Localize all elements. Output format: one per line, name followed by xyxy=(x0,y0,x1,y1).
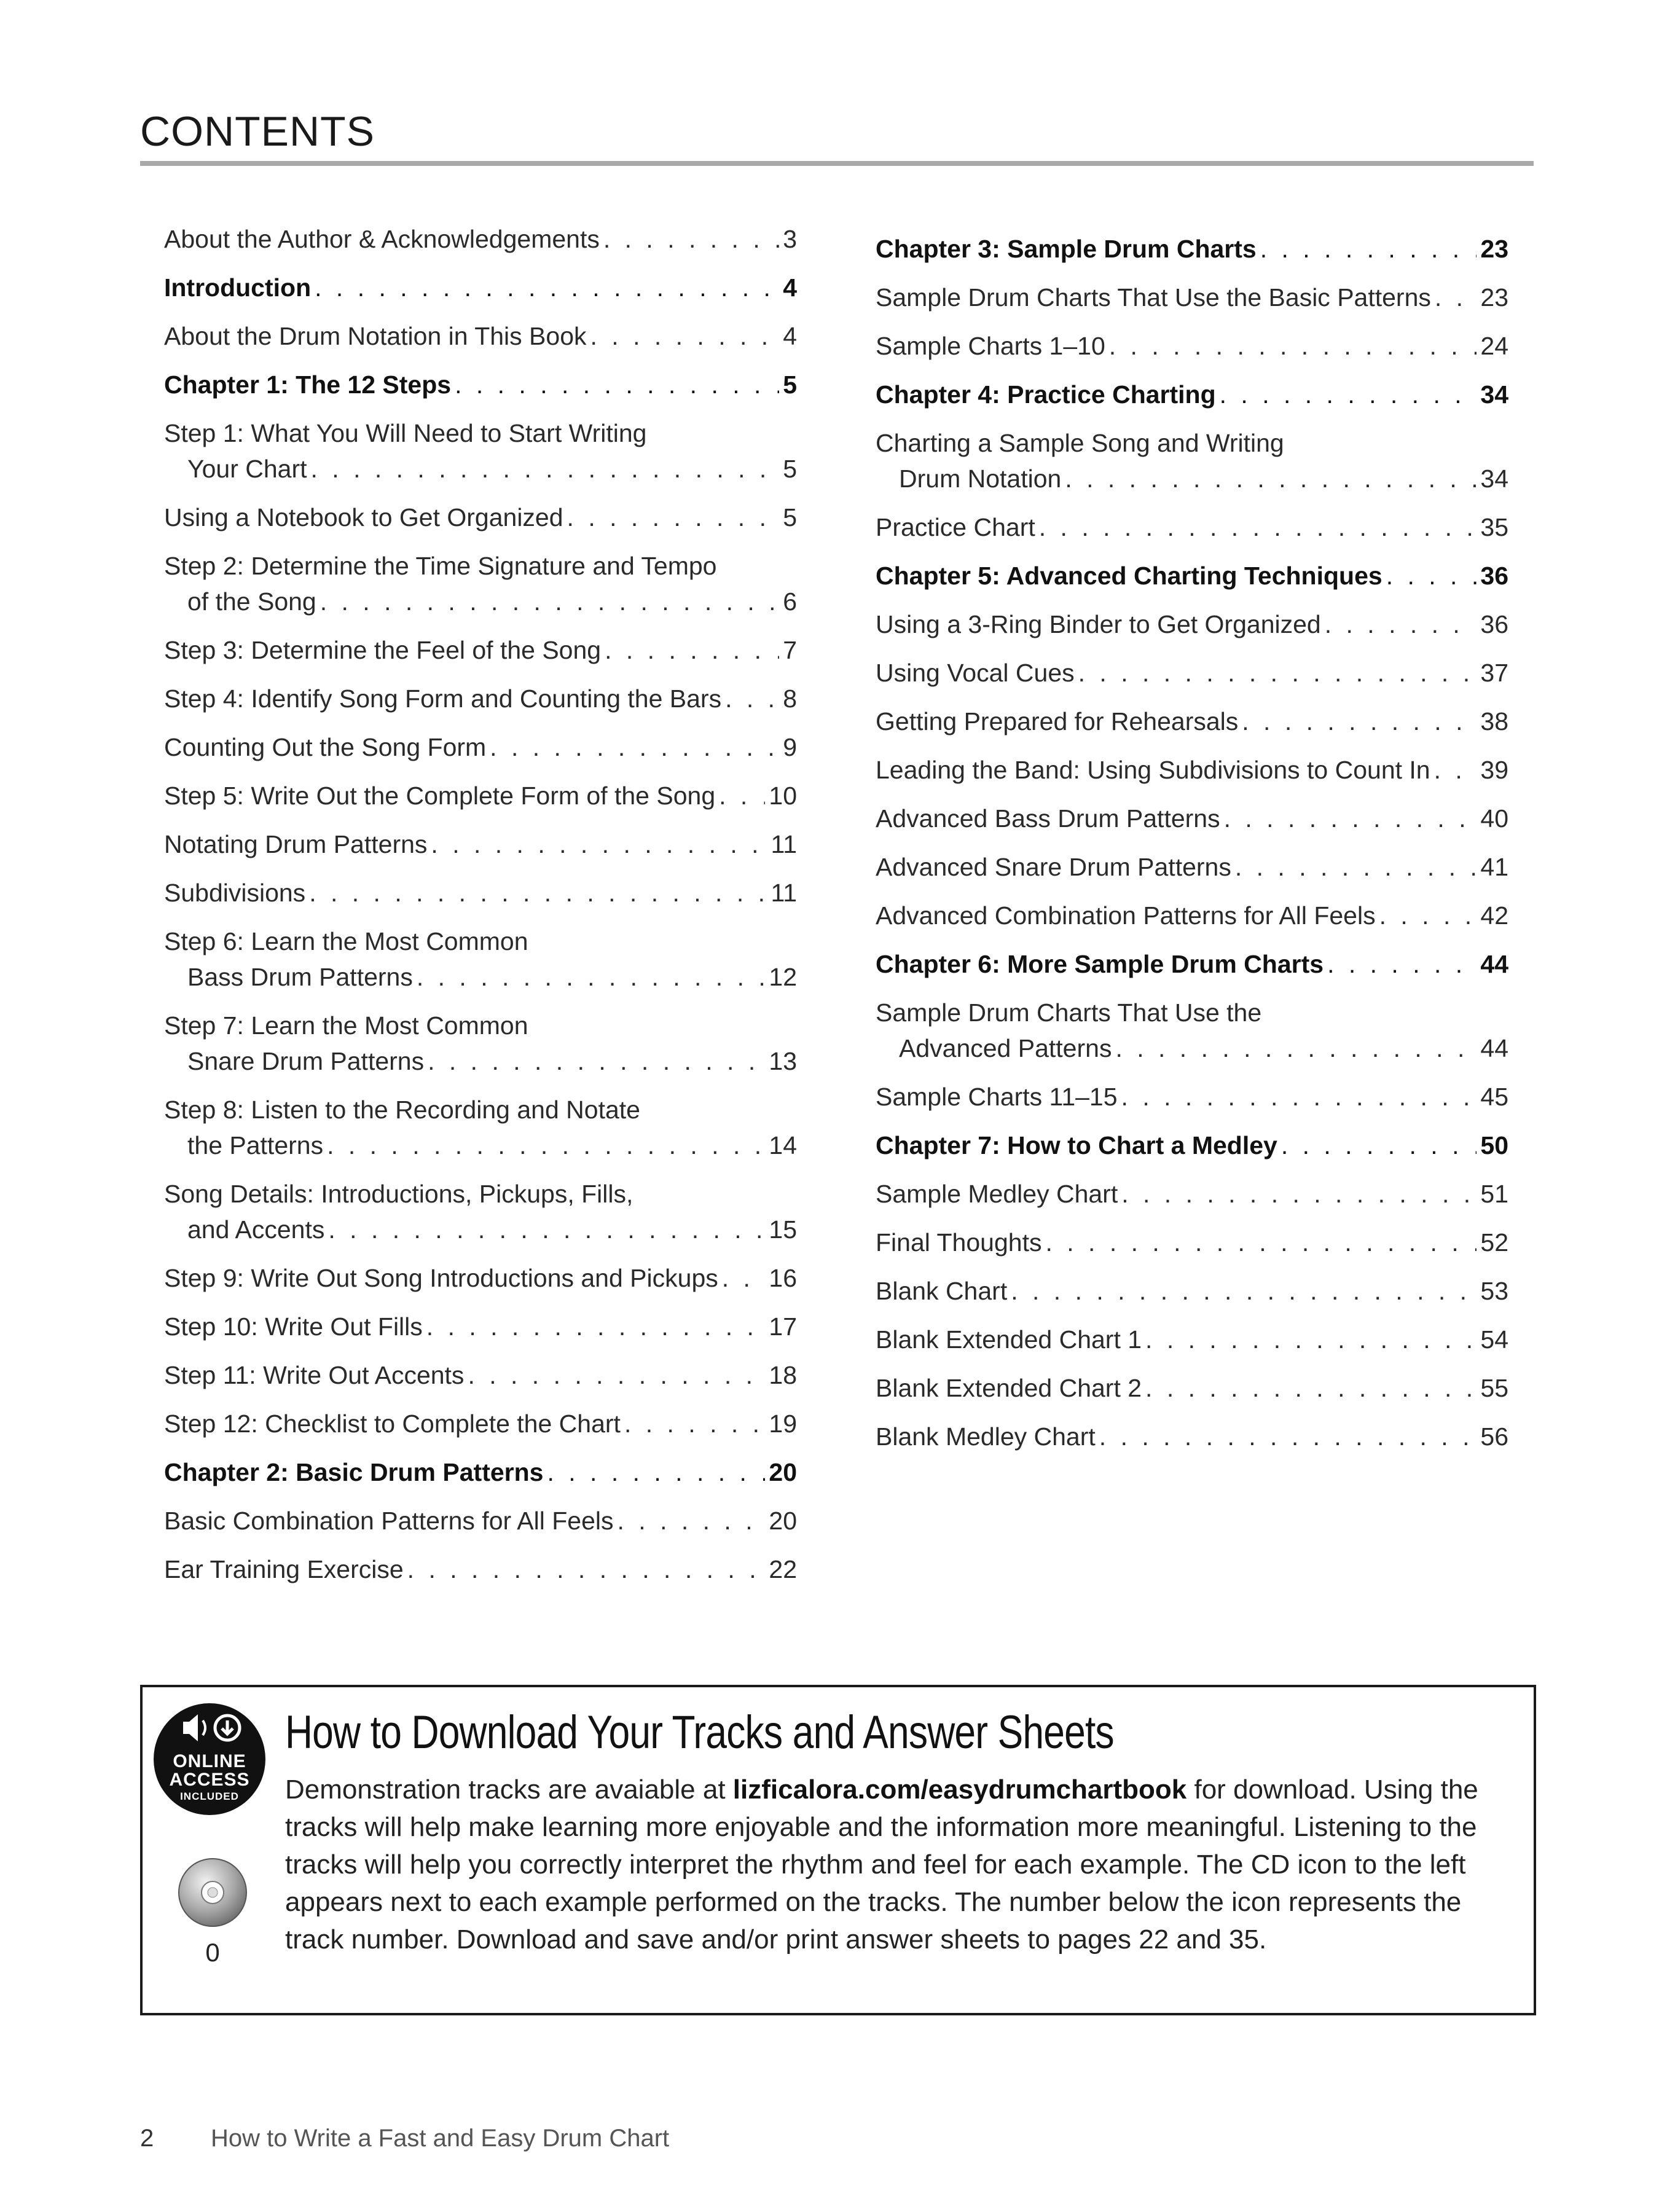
dot-leader xyxy=(311,451,780,487)
toc-entry-title: Using Vocal Cues xyxy=(876,659,1075,687)
toc-entry-title: Step 1: What You Will Need to Start Writing xyxy=(164,419,647,447)
toc-page-number: 53 xyxy=(1480,1277,1508,1305)
toc-entry xyxy=(876,425,1508,496)
toc-page-number: 52 xyxy=(1480,1228,1508,1257)
page-number: 2 xyxy=(140,2125,154,2152)
dot-leader xyxy=(468,1357,765,1393)
toc-entry-title: Step 4: Identify Song Form and Counting the Bars xyxy=(164,684,722,713)
toc-page-number: 5 xyxy=(783,371,797,399)
toc-page-number: 19 xyxy=(769,1410,797,1438)
toc-entry-title: Step 12: Checklist to Complete the Chart xyxy=(164,1410,621,1438)
toc-right-column xyxy=(876,221,1508,1467)
toc-entry-title: Chapter 6: More Sample Drum Charts xyxy=(876,950,1324,978)
badge-text-online: ONLINE xyxy=(173,1751,246,1771)
dot-leader xyxy=(1379,898,1477,933)
dot-leader xyxy=(327,1128,765,1163)
toc-entry xyxy=(876,704,1508,739)
dot-leader xyxy=(1325,606,1477,642)
dot-leader xyxy=(1434,752,1477,788)
download-text-after-link: for download. Using the tracks will help make learning more enjoyable and the information more meaningful. Listening to the tracks will help you correctly interpret the rhythm and feel for each example. The CD icon to the left appears next to each example performed on the tracks. The number below the icon represents the track number. Download and save and/or print answer sheets to pages 22 and 35. xyxy=(285,1775,1478,1955)
toc-entry xyxy=(164,221,797,257)
dot-leader xyxy=(1011,1273,1477,1309)
dot-leader xyxy=(490,729,779,765)
toc-entry-title: Counting Out the Song Form xyxy=(164,733,487,761)
toc-page-number: 7 xyxy=(783,636,797,664)
toc-entry-title: Sample Medley Chart xyxy=(876,1180,1118,1208)
toc-page-number: 10 xyxy=(769,782,797,810)
toc-entry-title: Chapter 7: How to Chart a Medley xyxy=(876,1131,1277,1159)
toc-chapter-entry xyxy=(876,946,1508,982)
toc-entry-title: Sample Charts 11–15 xyxy=(876,1083,1118,1111)
dot-leader xyxy=(431,826,767,862)
dot-leader xyxy=(1435,280,1477,315)
toc-page-number: 11 xyxy=(771,830,797,858)
dot-leader xyxy=(1260,231,1477,267)
toc-entry-title: Step 5: Write Out the Complete Form of the Song xyxy=(164,782,716,810)
toc-page-number: 55 xyxy=(1480,1374,1508,1402)
toc-entry-title: Notating Drum Patterns xyxy=(164,830,428,858)
toc-page-number: 36 xyxy=(1480,610,1508,638)
online-access-badge-icon xyxy=(154,1703,265,1815)
toc-entry-title-continued: and Accents xyxy=(187,1215,325,1244)
toc-entry xyxy=(164,875,797,911)
dot-leader xyxy=(1220,377,1477,412)
toc-page-number: 38 xyxy=(1480,707,1508,735)
toc-entry xyxy=(164,500,797,535)
toc-entry-title: Leading the Band: Using Subdivisions to Count In xyxy=(876,756,1430,784)
dot-leader xyxy=(1065,461,1477,496)
toc-entry xyxy=(164,415,797,487)
toc-entry xyxy=(164,1406,797,1441)
toc-entry-title: Sample Drum Charts That Use the Basic Patterns xyxy=(876,283,1431,312)
toc-entry-title: Introduction xyxy=(164,273,312,302)
toc-entry-title-continued: of the Song xyxy=(187,587,316,616)
toc-entry xyxy=(164,826,797,862)
toc-entry-title: Chapter 4: Practice Charting xyxy=(876,380,1216,409)
toc-entry-title: Step 9: Write Out Song Introductions and Pickups xyxy=(164,1264,718,1292)
toc-entry xyxy=(164,1260,797,1296)
dot-leader xyxy=(1121,1176,1477,1212)
toc-page-number: 4 xyxy=(783,273,797,302)
toc-page-number: 5 xyxy=(783,503,797,531)
toc-page-number: 13 xyxy=(769,1047,797,1075)
toc-page-number: 54 xyxy=(1480,1325,1508,1354)
toc-entry xyxy=(164,681,797,716)
toc-entry-title: Chapter 3: Sample Drum Charts xyxy=(876,235,1257,263)
toc-entry xyxy=(876,1273,1508,1309)
toc-entry-title: Step 3: Determine the Feel of the Song xyxy=(164,636,602,664)
dot-leader xyxy=(603,221,779,257)
download-box-text xyxy=(285,1771,1489,1958)
toc-page-number: 8 xyxy=(783,684,797,713)
toc-page-number: 6 xyxy=(783,587,797,616)
toc-page-number: 18 xyxy=(769,1361,797,1389)
dot-leader xyxy=(455,367,779,402)
toc-page-number: 42 xyxy=(1480,901,1508,930)
toc-page-number: 41 xyxy=(1480,853,1508,881)
toc-entry xyxy=(876,1079,1508,1115)
dot-leader xyxy=(328,1212,765,1247)
dot-leader xyxy=(725,681,779,716)
toc-entry-title: Chapter 2: Basic Drum Patterns xyxy=(164,1458,544,1486)
toc-entry xyxy=(876,995,1508,1066)
toc-entry-title: About the Author & Acknowledgements xyxy=(164,225,600,253)
toc-entry xyxy=(876,280,1508,315)
dot-leader xyxy=(1386,558,1477,594)
dot-leader xyxy=(1145,1322,1477,1357)
toc-entry-title: Charting a Sample Song and Writing xyxy=(876,429,1284,457)
toc-chapter-entry xyxy=(164,1454,797,1490)
dot-leader xyxy=(590,318,780,354)
dot-leader xyxy=(315,270,779,305)
download-box-title: How to Download Your Tracks and Answer Sheets xyxy=(285,1706,1114,1759)
toc-entry-title: Step 2: Determine the Time Signature and Tempo xyxy=(164,552,717,580)
toc-entry-title: Step 11: Write Out Accents xyxy=(164,1361,465,1389)
toc-page-number: 45 xyxy=(1480,1083,1508,1111)
dot-leader xyxy=(719,778,765,814)
toc-entry-title: Getting Prepared for Rehearsals xyxy=(876,707,1239,735)
toc-entry-title: Ear Training Exercise xyxy=(164,1555,404,1583)
footer-book-title: How to Write a Fast and Easy Drum Chart xyxy=(211,2125,670,2152)
toc-page-number: 22 xyxy=(769,1555,797,1583)
toc-page-number: 15 xyxy=(769,1215,797,1244)
dot-leader xyxy=(567,500,780,535)
toc-entry xyxy=(164,1503,797,1539)
dot-leader xyxy=(1235,849,1477,885)
toc-page-number: 37 xyxy=(1480,659,1508,687)
toc-entry xyxy=(876,752,1508,788)
toc-entry-title: Basic Combination Patterns for All Feels xyxy=(164,1507,614,1535)
toc-page-number: 17 xyxy=(769,1312,797,1341)
toc-entry-title: Sample Drum Charts That Use the xyxy=(876,998,1262,1027)
cd-icon xyxy=(177,1857,248,1928)
toc-entry xyxy=(876,849,1508,885)
toc-page-number: 20 xyxy=(769,1458,797,1486)
toc-entry xyxy=(164,729,797,765)
toc-entry-title: Chapter 5: Advanced Charting Techniques xyxy=(876,562,1382,590)
toc-entry-title-continued: Advanced Patterns xyxy=(899,1034,1112,1062)
dot-leader xyxy=(1242,704,1477,739)
toc-page-number: 56 xyxy=(1480,1422,1508,1451)
toc-page-number: 36 xyxy=(1480,562,1508,590)
dot-leader xyxy=(320,584,779,619)
toc-entry-title-continued: Snare Drum Patterns xyxy=(187,1047,425,1075)
toc-entry-title: Using a Notebook to Get Organized xyxy=(164,503,563,531)
dot-leader xyxy=(1039,509,1477,545)
toc-page-number: 12 xyxy=(769,963,797,991)
toc-entry xyxy=(164,1551,797,1587)
download-info-box xyxy=(140,1685,1536,2015)
toc-entry xyxy=(164,318,797,354)
toc-page-number: 9 xyxy=(783,733,797,761)
toc-entry xyxy=(876,1370,1508,1406)
toc-page-number: 44 xyxy=(1480,1034,1508,1062)
title-rule xyxy=(140,161,1534,166)
dot-leader xyxy=(417,959,766,995)
page-title: CONTENTS xyxy=(140,108,375,155)
toc-entry-title: Step 10: Write Out Fills xyxy=(164,1312,423,1341)
dot-leader xyxy=(1145,1370,1477,1406)
toc-chapter-entry xyxy=(876,1128,1508,1163)
dot-leader xyxy=(428,1043,765,1079)
page-footer xyxy=(140,2125,669,2152)
dot-leader xyxy=(618,1503,766,1539)
toc-page-number: 34 xyxy=(1480,465,1508,493)
toc-entry-title: Step 7: Learn the Most Common xyxy=(164,1011,528,1040)
toc-entry xyxy=(164,1357,797,1393)
toc-entry xyxy=(876,328,1508,364)
toc-page-number: 35 xyxy=(1480,513,1508,541)
toc-chapter-entry xyxy=(876,377,1508,412)
dot-leader xyxy=(605,632,779,668)
toc-entry-title: Subdivisions xyxy=(164,879,306,907)
toc-entry-title: About the Drum Notation in This Book xyxy=(164,322,587,350)
toc-entry-title: Advanced Snare Drum Patterns xyxy=(876,853,1231,881)
dot-leader xyxy=(1224,801,1477,836)
toc-entry-title: Step 8: Listen to the Recording and Notate xyxy=(164,1096,640,1124)
dot-leader xyxy=(1121,1079,1477,1115)
toc-entry-title: Chapter 1: The 12 Steps xyxy=(164,371,452,399)
toc-page-number: 3 xyxy=(783,225,797,253)
toc-entry xyxy=(164,1309,797,1344)
toc-entry-title: Blank Extended Chart 2 xyxy=(876,1374,1142,1402)
toc-entry xyxy=(164,1176,797,1247)
toc-entry-title: Advanced Combination Patterns for All Feels xyxy=(876,901,1376,930)
toc-entry-title-continued: Your Chart xyxy=(187,455,307,483)
toc-chapter-entry xyxy=(164,367,797,402)
toc-entry xyxy=(164,548,797,619)
toc-page-number: 34 xyxy=(1480,380,1508,409)
toc-page-number: 51 xyxy=(1480,1180,1508,1208)
toc-page-number: 4 xyxy=(783,322,797,350)
dot-leader xyxy=(1115,1030,1477,1066)
toc-chapter-entry xyxy=(876,558,1508,594)
toc-page-number: 23 xyxy=(1480,283,1508,312)
toc-entry xyxy=(876,655,1508,691)
dot-leader xyxy=(1078,655,1477,691)
toc-entry-title: Blank Chart xyxy=(876,1277,1008,1305)
download-text-before-link: Demonstration tracks are avaiable at xyxy=(285,1775,733,1805)
toc-entry-title-continued: Bass Drum Patterns xyxy=(187,963,413,991)
download-link[interactable]: lizficalora.com/easydrumchartbook xyxy=(732,1775,1187,1805)
toc-entry xyxy=(876,509,1508,545)
toc-entry xyxy=(876,606,1508,642)
dot-leader xyxy=(309,875,767,911)
track-number: 0 xyxy=(205,1938,220,1967)
toc-entry xyxy=(164,778,797,814)
toc-page-number: 20 xyxy=(769,1507,797,1535)
toc-entry-title: Blank Medley Chart xyxy=(876,1422,1096,1451)
toc-entry-title: Practice Chart xyxy=(876,513,1035,541)
toc-entry-title-continued: the Patterns xyxy=(187,1131,324,1159)
toc-chapter-entry xyxy=(876,231,1508,267)
toc-entry xyxy=(164,632,797,668)
badge-text-access: ACCESS xyxy=(169,1770,250,1790)
toc-left-column xyxy=(164,221,797,1600)
toc-page-number: 5 xyxy=(783,455,797,483)
toc-chapter-entry xyxy=(164,270,797,305)
dot-leader xyxy=(1099,1419,1477,1454)
toc-entry-title-continued: Drum Notation xyxy=(899,465,1062,493)
toc-page-number: 50 xyxy=(1480,1131,1508,1159)
toc-entry-title: Advanced Bass Drum Patterns xyxy=(876,804,1220,833)
dot-leader xyxy=(624,1406,765,1441)
toc-entry-title: Song Details: Introductions, Pickups, Fills, xyxy=(164,1180,633,1208)
dot-leader xyxy=(722,1260,766,1296)
toc-page-number: 39 xyxy=(1480,756,1508,784)
toc-page-number: 44 xyxy=(1480,950,1508,978)
toc-entry-title: Final Thoughts xyxy=(876,1228,1042,1257)
toc-page-number: 14 xyxy=(769,1131,797,1159)
toc-entry xyxy=(876,1225,1508,1260)
toc-entry xyxy=(876,1322,1508,1357)
badge-text-included: INCLUDED xyxy=(180,1790,239,1802)
toc-entry-title: Using a 3-Ring Binder to Get Organized xyxy=(876,610,1321,638)
dot-leader xyxy=(1327,946,1477,982)
toc-entry-title: Blank Extended Chart 1 xyxy=(876,1325,1142,1354)
toc-page-number: 40 xyxy=(1480,804,1508,833)
toc-page-number: 24 xyxy=(1480,332,1508,360)
dot-leader xyxy=(426,1309,766,1344)
dot-leader xyxy=(407,1551,766,1587)
toc-entry xyxy=(876,1419,1508,1454)
toc-entry-title: Step 6: Learn the Most Common xyxy=(164,927,528,955)
toc-page-number: 23 xyxy=(1480,235,1508,263)
toc-page-number: 16 xyxy=(769,1264,797,1292)
toc-entry xyxy=(876,801,1508,836)
toc-entry xyxy=(876,1176,1508,1212)
toc-entry xyxy=(164,1092,797,1163)
dot-leader xyxy=(547,1454,765,1490)
toc-entry xyxy=(876,898,1508,933)
toc-entry xyxy=(164,924,797,995)
dot-leader xyxy=(1109,328,1477,364)
toc-entry-title: Sample Charts 1–10 xyxy=(876,332,1105,360)
toc-entry xyxy=(164,1008,797,1079)
dot-leader xyxy=(1281,1128,1477,1163)
dot-leader xyxy=(1045,1225,1477,1260)
toc-page-number: 11 xyxy=(771,879,797,907)
